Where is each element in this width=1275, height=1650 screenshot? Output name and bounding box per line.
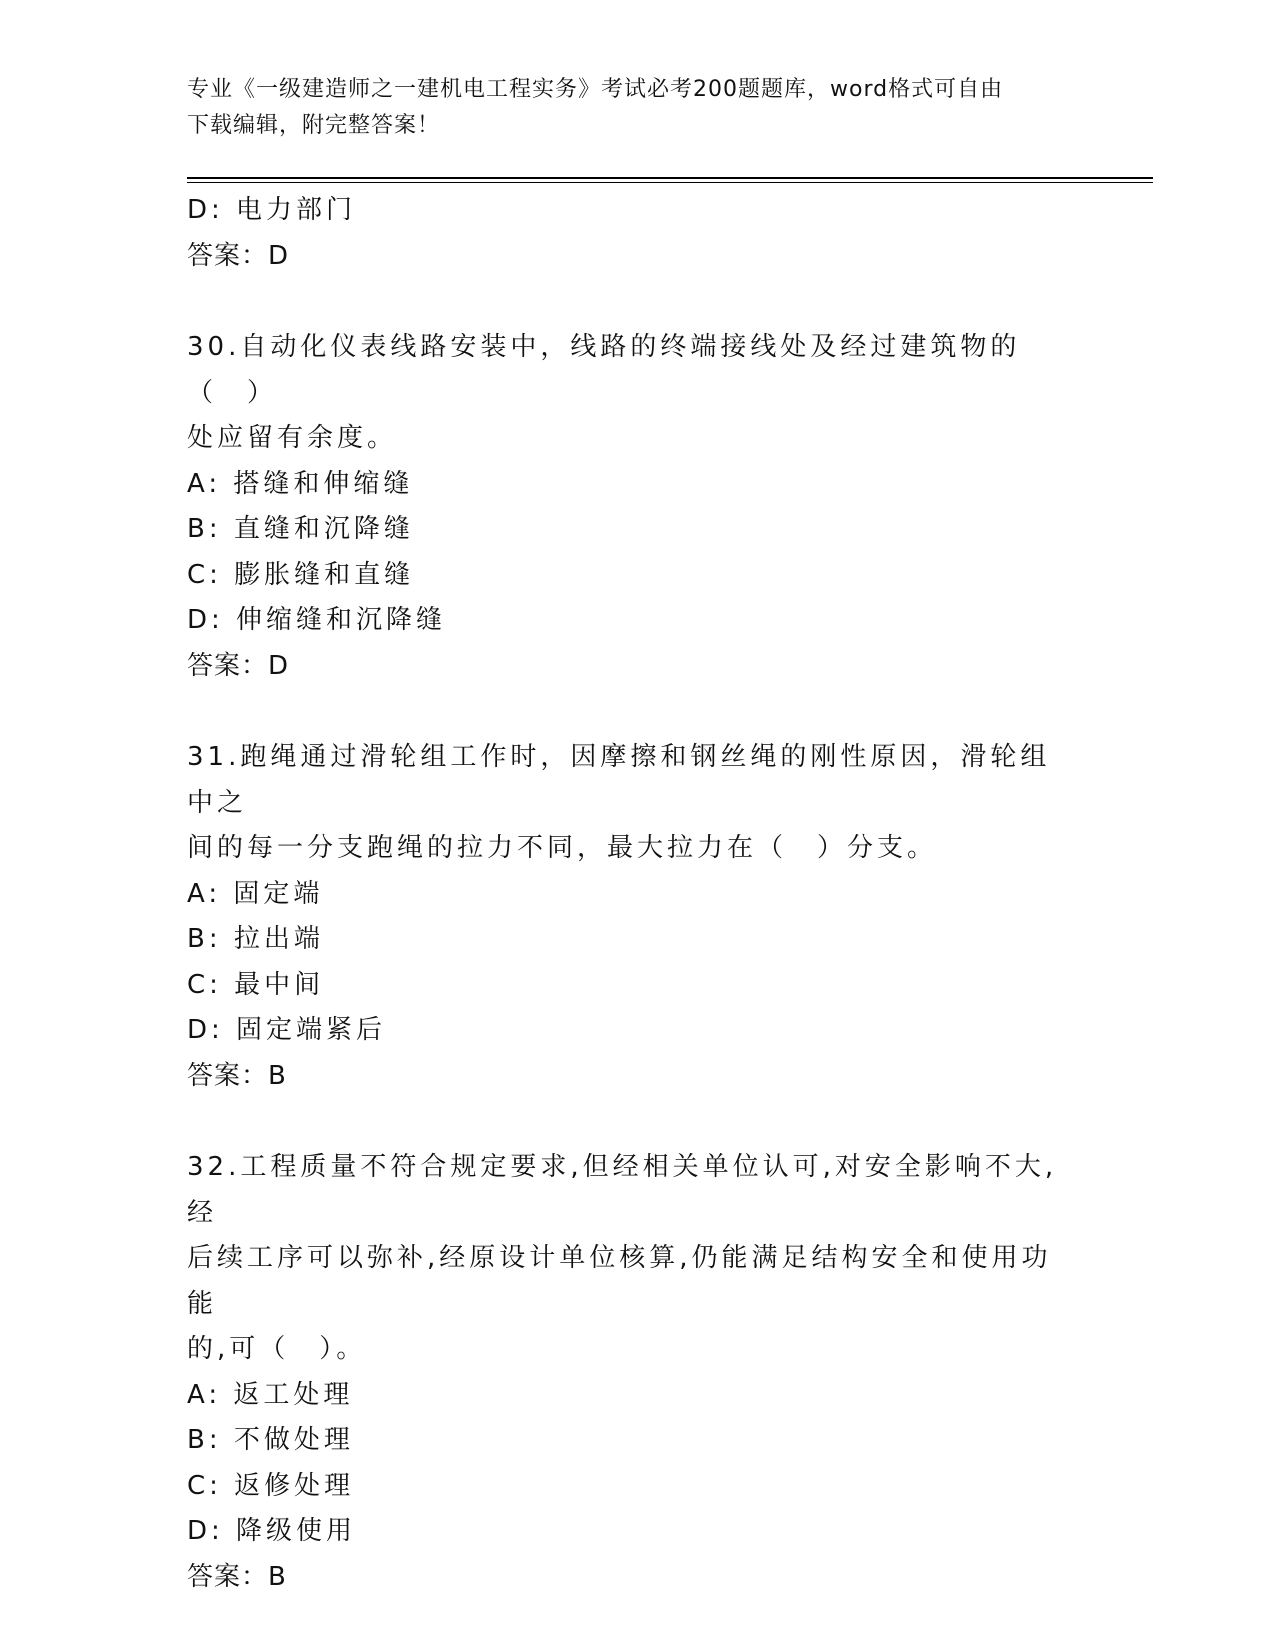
option-c: C: 膨胀缝和直缝 (187, 559, 415, 590)
carryover-block (187, 188, 1087, 279)
question-stem-line: 间的每一分支跑绳的拉力不同，最大拉力在（ ）分支。 (187, 833, 938, 863)
option-c: C: 最中间 (187, 969, 325, 1000)
answer-line: 答案：B (187, 1561, 287, 1592)
answer-line: 答案：B (187, 1060, 287, 1091)
question-stem-line: 后续工序可以弥补,经原设计单位核算,仍能满足结构安全和使用功能 (187, 1243, 1052, 1319)
header-divider-thick (187, 177, 1153, 179)
option-b: B: 直缝和沉降缝 (187, 514, 414, 544)
header-line-2: 下载编辑，附完整答案！ (187, 113, 441, 138)
question-stem-line: 的,可（ ）。 (187, 1334, 367, 1364)
option-a: A: 固定端 (187, 878, 324, 909)
option-d: D: 伸缩缝和沉降缝 (187, 605, 447, 635)
question-stem-line: 31.跑绳通过滑轮组工作时，因摩擦和钢丝绳的刚性原因，滑轮组中之 (187, 742, 1051, 818)
question-32 (187, 1145, 1087, 1600)
header-line-1: 专业《一级建造师之一建机电工程实务》考试必考200题题库，word格式可自由 (187, 77, 1004, 102)
answer-line: 答案：D (187, 650, 290, 681)
question-stem-line: 处应留有余度。 (187, 423, 398, 453)
option-d: D: 电力部门 (187, 195, 357, 225)
option-c: C: 返修处理 (187, 1470, 355, 1501)
option-d: D: 降级使用 (187, 1516, 357, 1546)
header-divider-thin (187, 182, 1153, 183)
option-b: B: 不做处理 (187, 1425, 354, 1455)
document-body (187, 188, 1087, 1600)
option-d: D: 固定端紧后 (187, 1015, 387, 1045)
document-header (187, 72, 1087, 144)
question-stem-line: 30.自动化仪表线路安装中，线路的终端接线处及经过建筑物的（ ） (187, 332, 1021, 408)
question-stem-line: 32.工程质量不符合规定要求,但经相关单位认可,对安全影响不大,经 (187, 1152, 1058, 1228)
question-31 (187, 735, 1087, 1099)
answer-line: 答案：D (187, 240, 290, 271)
option-a: A: 返工处理 (187, 1379, 354, 1410)
question-30 (187, 325, 1087, 689)
option-b: B: 拉出端 (187, 924, 324, 954)
option-a: A: 搭缝和伸缩缝 (187, 468, 414, 499)
